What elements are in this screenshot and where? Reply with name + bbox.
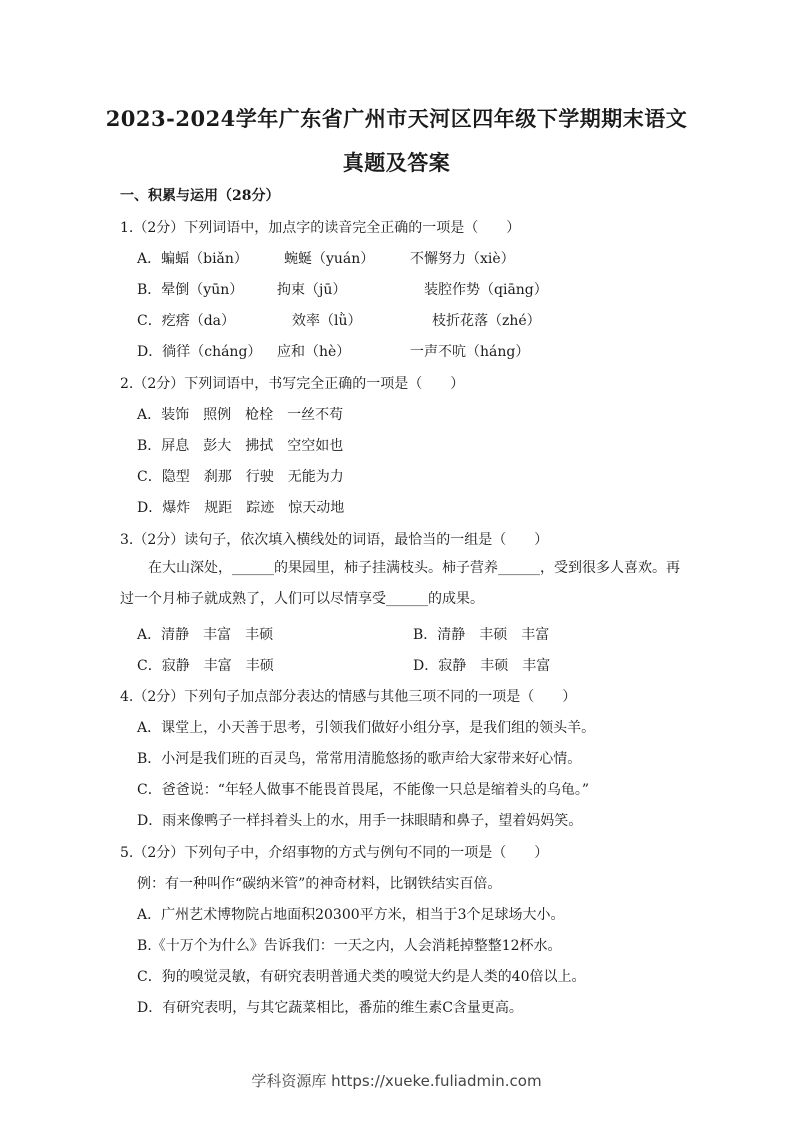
option-word: 拘束（jū） [277,282,347,298]
question-4-stem: 4.（2分）下列句子加点部分表达的情感与其他三项不同的一项是（ ） [120,689,577,705]
option-word: D．徜徉（cháng） [137,344,262,360]
question-3-passage [120,553,680,615]
page-title: 2023-2024学年广东省广州市天河区四年级下学期期末语文 [105,106,688,131]
option-word: 不懈努力（xiè） [410,251,515,267]
option-word: 装腔作势（qiāng） [424,282,548,298]
question-5-option-a: A．广州艺术博物院占地面积20300平方米，相当于3个足球场大小。 [137,907,565,923]
question-1-stem: 1.（2分）下列词语中，加点字的读音完全正确的一项是（ ） [120,220,521,236]
question-4-option-d: D．雨来像鸭子一样抖着头上的水，用手一抹眼睛和鼻子，望着妈妈笑。 [137,813,583,829]
source-footer: 学科资源库 https://xueke.fuliadmin.com [251,1072,542,1090]
question-2-option-c: C．隐型 刹那 行驶 无能为力 [137,469,344,485]
option-word: 效率（lǜ） [292,313,362,329]
question-5-example: 例：有一种叫作“碳纳米管”的神奇材料，比钢铁结实百倍。 [137,876,502,892]
question-2-option-a: A．装饰 照例 枪栓 一丝不苟 [137,407,344,423]
option-word: A．蝙蝠（biǎn） [137,251,248,267]
option-word: C．疙瘩（da） [137,313,236,329]
question-3-stem: 3.（2分）读句子，依次填入横线处的词语，最恰当的一组是（ ） [120,532,549,548]
question-5-option-b: B.《十万个为什么》告诉我们：一天之内，人会消耗掉整整12杯水。 [137,938,562,954]
option-word: 蜿蜒（yuán） [284,251,375,267]
section-heading: 一、积累与运用（28分） [120,188,280,204]
option-c: C．寂静 丰富 丰硕 [137,658,274,674]
option-word: 应和（hè） [277,344,351,360]
question-2-option-b: B．屏息 彭大 拂拭 空空如也 [137,438,344,454]
option-word: 枝折花落（zhé） [432,313,541,329]
question-4-option-b: B．小河是我们班的百灵鸟，常常用清脆悠扬的歌声给大家带来好心情。 [137,751,582,767]
question-2-option-d: D．爆炸 规距 踪迹 惊天动地 [137,500,345,516]
option-d: D．寂静 丰硕 丰富 [413,658,551,674]
passage-text: 在大山深处，______的果园里，柿子挂满枝头。柿子营养______，受到很多人喜欢。再过一个月柿子就成熟了，人们可以尽情享受______的成果。 [120,560,680,607]
page-title-continued: 真题及答案 [342,150,451,175]
question-2-stem: 2.（2分）下列词语中，书写完全正确的一项是（ ） [120,376,465,392]
option-b: B．清静 丰硕 丰富 [413,627,550,643]
question-4-option-a: A．课堂上，小天善于思考，引领我们做好小组分享，是我们组的领头羊。 [137,720,596,736]
option-a: A．清静 丰富 丰硕 [137,627,274,643]
question-5-option-c: C．狗的嗅觉灵敏，有研究表明普通犬类的嗅觉大约是人类的40倍以上。 [137,969,586,985]
option-word: 一声不吭（háng） [410,344,530,360]
question-5-stem: 5.（2分）下列句子中，介绍事物的方式与例句不同的一项是（ ） [120,845,549,861]
question-4-option-c: C．爸爸说：“年轻人做事不能畏首畏尾，不能像一只总是缩着头的乌龟。” [137,782,590,798]
question-5-option-d: D．有研究表明，与其它蔬菜相比，番茄的维生素C含量更高。 [137,1000,523,1016]
option-word: B．晕倒（yūn） [137,282,244,298]
